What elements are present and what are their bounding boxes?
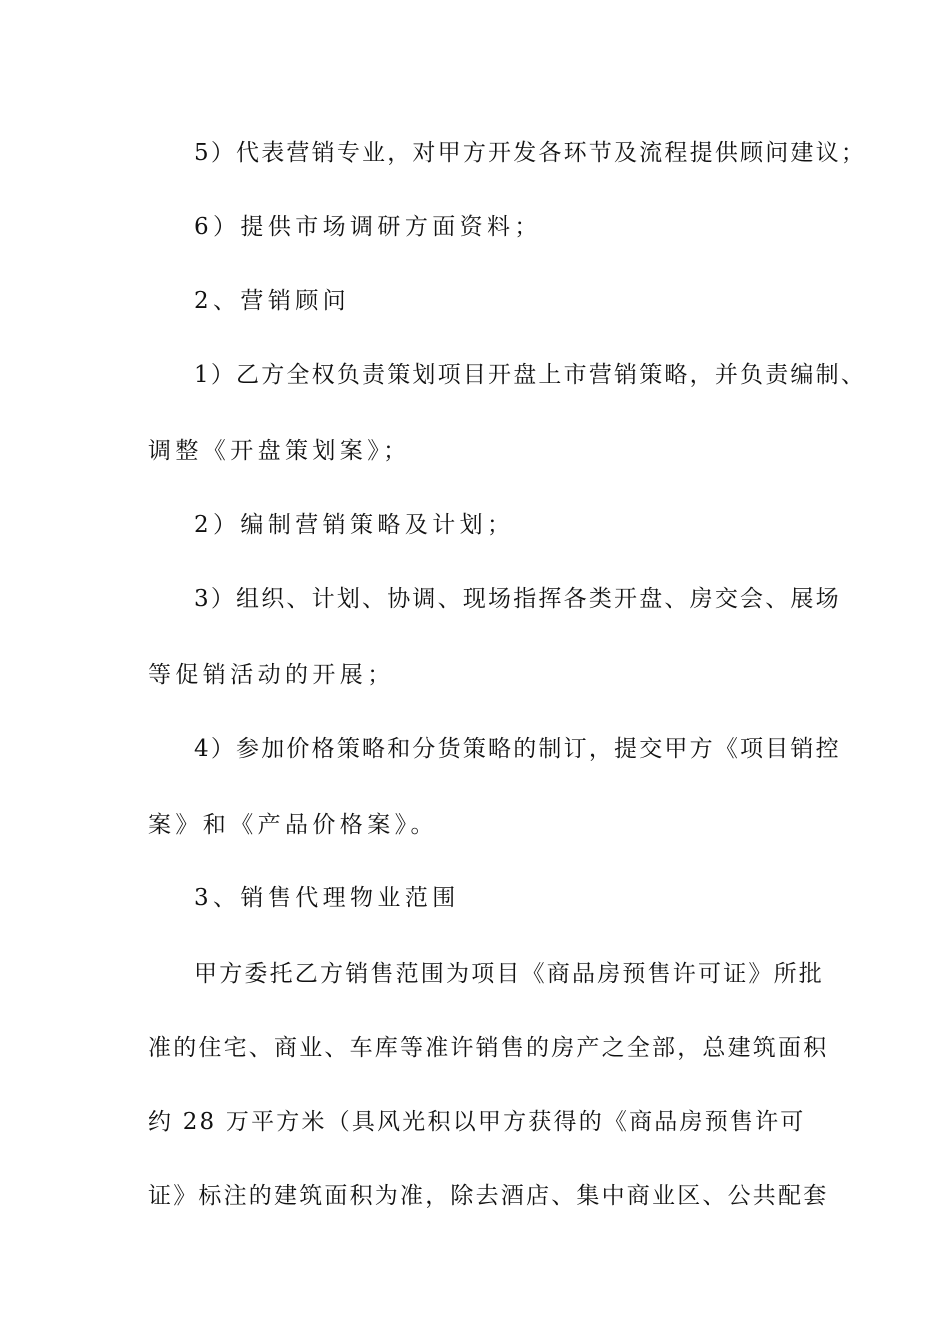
- paragraph-line: 案》和《产品价格案》。: [148, 812, 438, 838]
- paragraph-line: 1）乙方全权负责策划项目开盘上市营销策略，并负责编制、: [194, 362, 867, 388]
- paragraph-line: 约 28 万平方米（具风光积以甲方获得的《商品房预售许可: [148, 1109, 806, 1135]
- paragraph-line: 4）参加价格策略和分货策略的制订，提交甲方《项目销控: [194, 736, 841, 762]
- paragraph-line: 等促销活动的开展；: [148, 662, 395, 688]
- paragraph-line: 证》标注的建筑面积为准，除去酒店、集中商业区、公共配套: [148, 1183, 829, 1209]
- section-heading: 2、营销顾问: [194, 288, 351, 314]
- paragraph-line: 3）组织、计划、协调、现场指挥各类开盘、房交会、展场: [194, 586, 841, 612]
- paragraph-line: 准的住宅、商业、车库等准许销售的房产之全部，总建筑面积: [148, 1035, 829, 1061]
- paragraph-line: 甲方委托乙方销售范围为项目《商品房预售许可证》所批: [194, 961, 824, 987]
- paragraph-line: 调整《开盘策划案》；: [148, 438, 411, 464]
- paragraph-line: 5）代表营销专业，对甲方开发各环节及流程提供顾问建议；: [194, 140, 867, 166]
- section-heading: 3、销售代理物业范围: [194, 885, 460, 911]
- paragraph-line: 2）编制营销策略及计划；: [194, 512, 515, 538]
- paragraph-line: 6）提供市场调研方面资料；: [194, 214, 542, 240]
